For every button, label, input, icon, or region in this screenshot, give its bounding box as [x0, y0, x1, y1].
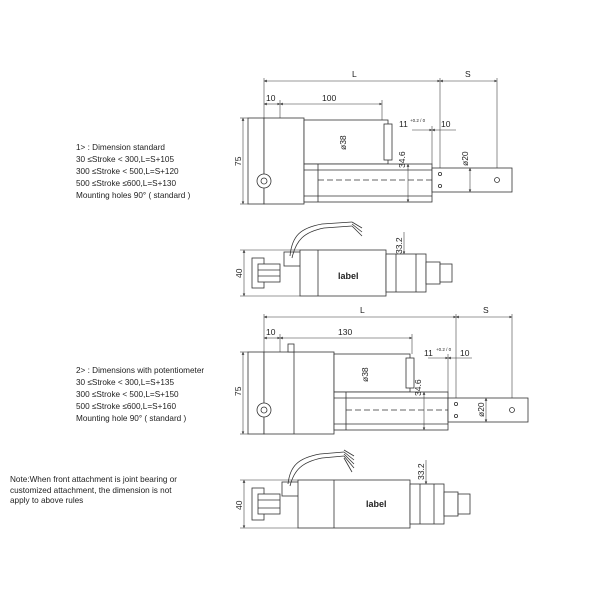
spec1-line: 500 ≤Stroke ≤600,L=S+130 [76, 179, 177, 188]
spec1-line: Mounting holes 90° ( standard ) [76, 191, 191, 200]
dim-34-6: 34.6 [397, 151, 407, 168]
dim-75: 75 [233, 156, 243, 166]
spec1-heading: 1> : Dimension standard [76, 143, 165, 152]
spec1-line: 300 ≤Stroke < 500,L=S+120 [76, 167, 179, 176]
dim-11: 11 [424, 348, 433, 358]
spec2-line: 300 ≤Stroke < 500,L=S+150 [76, 390, 179, 399]
spec2-heading: 2> : Dimensions with potentiometer [76, 366, 205, 375]
dim-11: 11 [399, 119, 408, 129]
drawing2-top-view [252, 222, 452, 296]
spec2-line: Mounting hole 90° ( standard ) [76, 414, 187, 423]
dim-L: L [360, 305, 365, 315]
dim-40: 40 [234, 268, 244, 278]
dim-tolerance: +0.2 / 0 [436, 347, 452, 352]
dim-33-2: 33.2 [416, 463, 426, 480]
dim-S: S [465, 69, 471, 79]
dim-phi38: ø38 [360, 367, 370, 382]
dim-L: L [352, 69, 357, 79]
dim-10: 10 [266, 93, 276, 103]
drawing4-top-view [252, 450, 470, 528]
dim-40: 40 [234, 500, 244, 510]
dim-100: 100 [322, 93, 337, 103]
dim-130: 130 [338, 327, 353, 337]
drawing1-side-view [248, 118, 512, 204]
spec2-line: 500 ≤Stroke ≤600,L=S+160 [76, 402, 177, 411]
dim-34-6: 34.6 [413, 379, 423, 396]
spec2-line: 30 ≤Stroke < 300,L=S+135 [76, 378, 175, 387]
dim-S: S [483, 305, 489, 315]
dim-10: 10 [266, 327, 276, 337]
dim-tolerance: +0.2 / 0 [410, 118, 426, 123]
dim-33-2: 33.2 [394, 237, 404, 254]
label-marking: label [338, 271, 359, 281]
dim-phi20: ø20 [476, 402, 486, 417]
dim-phi38: ø38 [338, 135, 348, 150]
note-text: Note:When front attachment is joint bearing or customized attachment, the dimension is not apply to above rules [10, 475, 178, 505]
dim-phi20: ø20 [460, 151, 470, 166]
label-marking: label [366, 499, 387, 509]
dim-10b: 10 [441, 119, 451, 129]
spec1-line: 30 ≤Stroke < 300,L=S+105 [76, 155, 175, 164]
dim-10b: 10 [460, 348, 470, 358]
dim-75: 75 [233, 386, 243, 396]
